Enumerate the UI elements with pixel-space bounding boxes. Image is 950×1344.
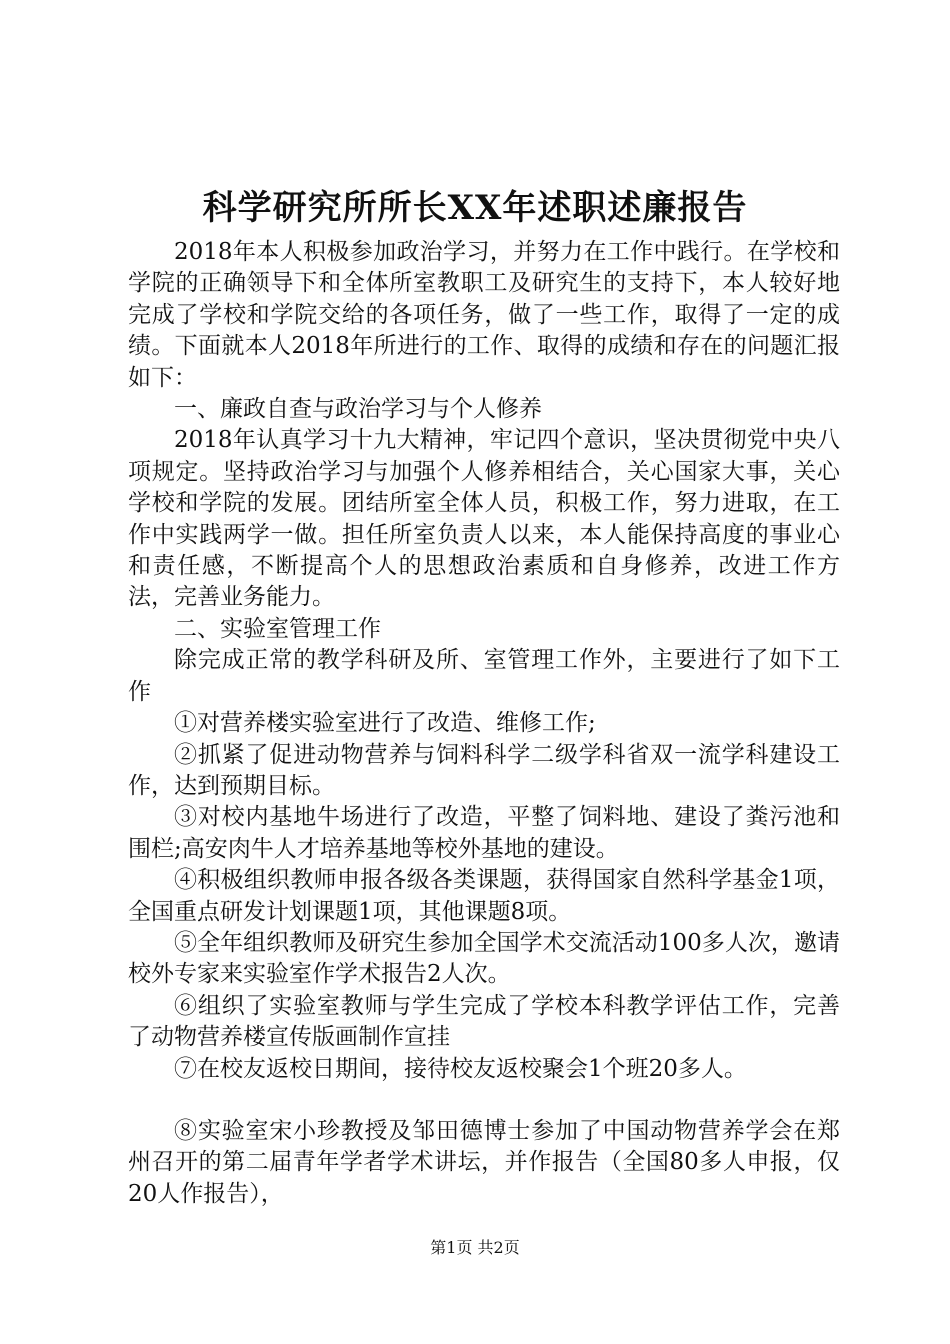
paragraph-intro: 2018年本人积极参加政治学习，并努力在工作中践行。在学校和学院的正确领导下和全体所室教职工及研究生的支持下，本人较好地完成了学校和学院交给的各项任务，做了一些工作，取得了一定的成绩。下面就本人2018年所进行的工作、取得的成绩和存在的问题汇报如下： [128,239,840,391]
section-heading-1: 一、廉政自查与政治学习与个人修养 [174,396,542,423]
list-item-7: ⑦在校友返校日期间，接待校友返校聚会1个班20多人。 [174,1055,747,1082]
paragraph-integrity: 2018年认真学习十九大精神，牢记四个意识，坚决贯彻党中央八项规定。坚持政治学习与加强个人修养相结合，关心国家大事，关心学校和学院的发展。团结所室全体人员，积极工作，努力进取，在工作中实践两学一做。担任所室负责人以来，本人能保持高度的事业心和责任感，不断提高个人的思想政治素质和自身修养，改进工作方法，完善业务能力。 [128,427,840,611]
document-body [128,237,840,1210]
list-item-3: ③对校内基地牛场进行了改造，平整了饲料地、建设了粪污池和围栏;高安肉牛人才培养基地等校外基地的建设。 [128,804,840,862]
paragraph-lab-work: 除完成正常的教学科研及所、室管理工作外，主要进行了如下工作 [128,647,840,705]
document-title: 科学研究所所长XX年述职述廉报告 [202,188,748,228]
page-number: 第1页 共2页 [430,1238,520,1257]
section-heading-2: 二、实验室管理工作 [174,615,381,642]
list-item-5: ⑤全年组织教师及研究生参加全国学术交流活动100多人次，邀请校外专家来实验室作学术报告2人次。 [128,929,840,988]
list-item-2: ②抓紧了促进动物营养与饲料科学二级学科省双一流学科建设工作，达到预期目标。 [128,741,840,799]
list-item-8: ⑧实验室宋小珍教授及邹田德博士参加了中国动物营养学会在郑州召开的第二届青年学者学术讲坛，并作报告（全国80多人申报，仅20人作报告）， [128,1117,840,1207]
list-item-6: ⑥组织了实验室教师与学生完成了学校本科教学评估工作，完善了动物营养楼宣传版画制作宣挂 [128,992,840,1051]
list-item-1: ①对营养楼实验室进行了改造、维修工作; [174,710,596,737]
list-item-4: ④积极组织教师申报各级各类课题，获得国家自然科学基金1项，全国重点研发计划课题1项，其他课题8项。 [128,867,840,925]
